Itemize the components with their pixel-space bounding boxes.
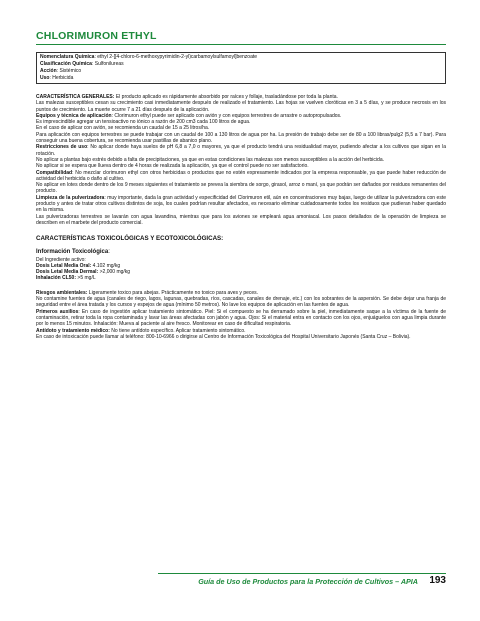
oral-dose-line: Dosis Letal Media Oral: 4.102 mg/kg [36, 262, 121, 269]
footer-title: Guía de Uso de Productos para la Protección de Cultivos – APIA [198, 577, 418, 586]
paragraph: CARACTERÍSTICA GENERALES: El producto aplicado es rápidamente absorbido por raíces y follaje, trasladándose por toda la planta. [36, 94, 338, 100]
paragraph: Las malezas susceptibles cesan su crecimiento casi inmediatamente después de realizado el tratamiento. Las hojas se vuelven cloróticas en 3 a 5 días, y se produce necrosis en los puntos de crecimiento. La muerte ocurre 7 a 21 días después de la aplicación. [36, 100, 446, 113]
toxicology-section-heading: CARACTERÍSTICAS TOXICOLÓGICAS Y ECOTOXICOLÓGICAS: [36, 235, 224, 243]
paragraph: En caso de intoxicación puede llamar al teléfono: 800-10-6966 o dirigirse al Centro de Información Toxicológica del Hospital Universitario Japonés (Santa Cruz – Bolivia). [36, 333, 411, 340]
paragraph: No contamine fuentes de agua (canales de riego, lagos, lagunas, quebradas, ríos, cascadas, canales de drenaje, etc.) con los sobrantes de la aspersión. Se debe dejar una franja de seguridad entre el área tratada y los cursos y espejos de agua (mínimo 50 metros). No lave los equipos de aplicación en las fuentes de agua. [36, 296, 446, 309]
paragraph: No aplicar a plantas bajo estrés debido a falta de precipitaciones, ya que en estas condiciones las malezas son menos susceptibles a la acción del herbicida. [36, 156, 384, 163]
paragraph: Las pulverizadoras terrestres se lavarán con agua lavandina, mientras que para los aviones se empleará agua amoniacal. Los pasos detallados de la operación de limpieza se describen en el marbete del producto comercial. [36, 213, 446, 226]
risks-section [36, 290, 446, 340]
toxicology-subheading: Información Toxicológica: [36, 249, 110, 256]
paragraph: Riesgos ambientales: Ligeramente toxico para abejas. Prácticamente no toxico para aves y peces. [36, 289, 259, 296]
paragraph: Equipos y técnica de aplicación: Clorimuron ethyl puede ser aplicado con avión y con equipos terrestres de arrastre o autopropulsados. [36, 112, 342, 119]
clasificacion-row: Clasificación Química: Sulfonilureas [40, 61, 124, 67]
ingredient-line: Del Ingrediente activo: [36, 256, 86, 263]
paragraph: Limpieza de la pulverizadora: muy importante, dada la gran actividad y especificidad del Clorimuron etil, aún en concentraciones muy bajas, luego de utilizar la pulverizadora con este producto y antes de tratar otros cultivos distintos de soja, los cuales podrían resultar afectados, es necesario eliminar cuidadosamente todos los residuos que pudieran haber quedado en la misma. [36, 194, 446, 214]
paragraph: Es imprescindible agregar un tensioactivo no iónico a razón de 200 cm3 cada 100 litros de agua. [36, 119, 251, 126]
inhalation-line: Inhalación CL50: >5 mg/L [36, 275, 96, 282]
paragraph: No aplicar si se espera que llueva dentro de 4 horas de realizada la aplicación, ya que el control puede no ser satisfactorio. [36, 163, 309, 170]
dermal-dose-line: Dosis Letal Media Dermal: >2,000 mg/kg [36, 269, 131, 276]
paragraph: No aplicar en lotes donde dentro de los 9 meses siguientes el tratamiento se prevea la siembra de sorgo, girasol, arroz o maní, ya que podrán ser dañados por residuos remanentes del producto. [36, 182, 446, 195]
paragraph: En el caso de aplicar con avión, se recomienda un caudal de 15 a 25 litros/ha. [36, 125, 210, 132]
paragraph: Para aplicación con equipos terrestres se puede trabajar con un caudal de 100 a 130 litros de agua por ha. La presión de trabajo debe ser de 80 a 100 libras/pulg2 (5,5 a 7 bar). Para conseguir una buena cobertura, se recomienda usar pastillas de abanico plano. [36, 131, 446, 145]
identification-box [36, 52, 446, 84]
general-characteristics-section [36, 94, 446, 226]
page-number: 193 [429, 575, 446, 586]
paragraph: Restricciones de uso: No aplicar donde haya suelos de pH 6,8 a 7,0 o mayores, ya que el producto tendrá una residualidad mayor, pudiendo afectar a los cultivos que sigan en la rotación. [36, 144, 446, 157]
uso-row: Uso: Herbicida [40, 75, 74, 81]
document-page [36, 30, 446, 340]
footer-divider [158, 573, 446, 574]
toxicology-info [36, 249, 446, 281]
paragraph: Compatibilidad: No mezclar clorimuron ethyl con otros herbicidas o productos que no estén expresamente indicados por la empresa responsable, ya que puede haber reducción de actividad del herbicida o daño al cultivo. [36, 169, 446, 182]
paragraph: Antídoto y tratamiento médico: No tiene antídoto específico. Aplicar tratamiento sintomático. [36, 327, 246, 334]
nomenclatura-row: Nomenclatura Química: ethyl 2-[[4-chloro-6-methoxypyrimidin-2-yl)carbamoylsulfamoyl]benzoate [40, 54, 258, 60]
page-title: CHLORIMURON ETHYL [36, 30, 446, 45]
accion-row: Acción: Sistémico [40, 68, 82, 74]
page-footer [36, 576, 446, 590]
paragraph: Primeros auxilios: En caso de ingestión aplicar tratamiento sintomático. Piel: Si el compuesto se ha derramado sobre la piel, inmediatamente saque a la víctima de la fuente de contaminación, retirar toda la ropa contaminada y lavar las áreas afectadas con jabón y agua. Ojos: Si el material entra en contacto con los ojos, enjuáguelos con agua limpia durante por lo menos 15 minutos. Inhalación: Mueva al paciente al aire fresco. Monitorear en caso de dificultad respiratoria. [36, 308, 447, 328]
